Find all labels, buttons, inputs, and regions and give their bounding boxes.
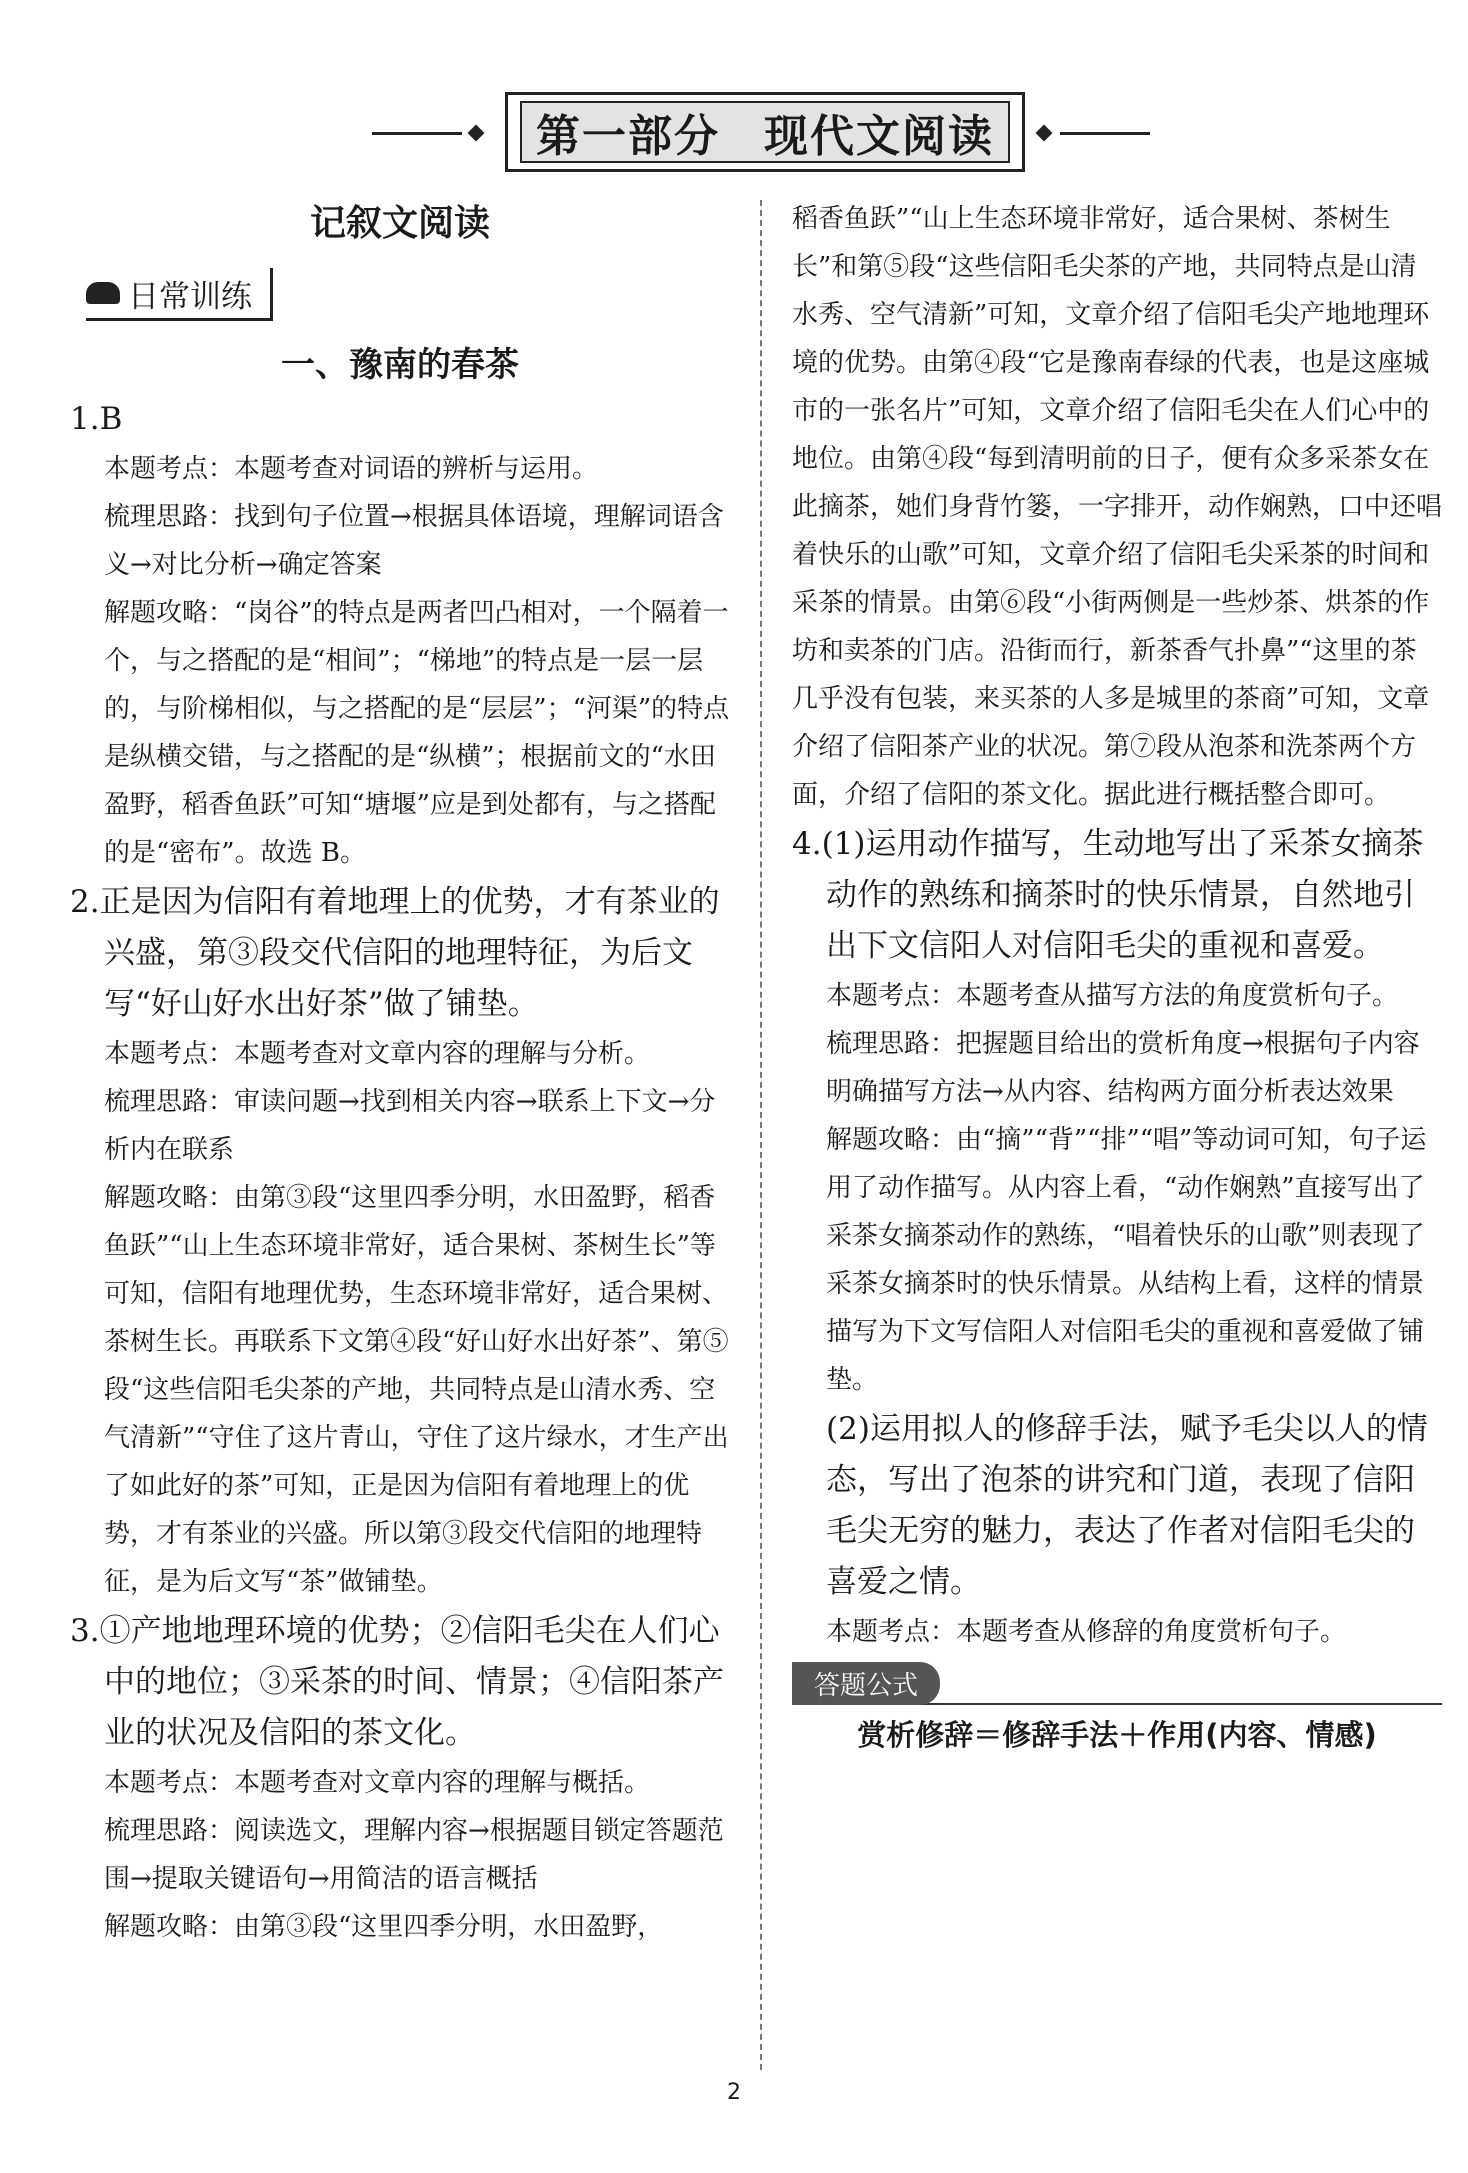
left-column bbox=[70, 195, 730, 1951]
q4-answer-1: 4.(1)运用动作描写，生动地写出了采茶女摘茶动作的熟练和摘茶时的快乐情景，自然地引出下文信阳人对信阳毛尖的重视和喜爱。 bbox=[792, 826, 1424, 964]
q4-gonglue-1: 解题攻略：由“摘”“背”“排”“唱”等动词可知，句子运用了动作描写。从内容上看，“动作娴熟”直接写出了采茶女摘茶动作的熟练，“唱着快乐的山歌”则表现了采茶女摘茶时的快乐情景。从结构上看，这样的情景描写为下文写信阳人对信阳毛尖的重视和喜爱做了铺垫。 bbox=[826, 1125, 1427, 1395]
header-title-box bbox=[505, 92, 1025, 172]
page-number: 2 bbox=[727, 2080, 741, 2105]
part-label: 第一部分 bbox=[536, 111, 720, 162]
q3-gonglue-cont: 稻香鱼跃”“山上生态环境非常好，适合果树、茶树生长”和第⑤段“这些信阳毛尖茶的产地，共同特点是山清水秀、空气清新”可知，文章介绍了信阳毛尖产地地理环境的优势。由第④段“它是豫南春绿的代表，也是这座城市的一张名片”可知，文章介绍了信阳毛尖在人们心中的地位。由第④段“每到清明前的日子，便有众多采茶女在此摘茶，她们身背竹篓，一字排开，动作娴熟，口中还唱着快乐的山歌”可知，文章介绍了信阳毛尖采茶的时间和采茶的情景。由第⑥段“小街两侧是一些炒茶、烘茶的作坊和卖茶的门店。沿街而行，新茶香气扑鼻”“这里的茶几乎没有包装，来买茶的人多是城里的茶商”可知，文章介绍了信阳茶产业的状况。第⑦段从泡茶和洗茶两个方面，介绍了信阳的茶文化。据此进行概括整合即可。 bbox=[792, 204, 1443, 810]
q1-kaodian: 本题考点：本题考查对词语的辨析与运用。 bbox=[104, 454, 599, 484]
q4-kaodian-2: 本题考点：本题考查从修辞的角度赏析句子。 bbox=[826, 1617, 1347, 1647]
q2-gonglue: 解题攻略：由第③段“这里四季分明，水田盈野，稻香鱼跃”“山上生态环境非常好，适合果树、茶树生长”等可知，信阳有地理优势，生态环境非常好，适合果树、茶树生长。再联系下文第④段“好山好水出好茶”、第⑤段“这些信阳毛尖茶的产地，共同特点是山清水秀、空气清新”“守住了这片青山，守住了这片绿水，才生产出了如此好的茶”可知，正是因为信阳有着地理上的优势，才有茶业的兴盛。所以第③段交代信阳的地理特征，是为后文写“茶”做铺垫。 bbox=[104, 1183, 729, 1597]
article-title: 一、豫南的春茶 bbox=[281, 345, 519, 385]
header-rule-left bbox=[372, 132, 462, 135]
q1-answer: 1.B bbox=[70, 401, 123, 437]
q3-answer: 3.①产地地理环境的优势；②信阳毛尖在人们心中的地位；③采茶的时间、情景；④信阳茶产业的状况及信阳的茶文化。 bbox=[70, 1613, 724, 1751]
cloud-icon bbox=[86, 282, 120, 304]
answer-formula: 赏析修辞＝修辞手法＋作用(内容、情感) bbox=[857, 1718, 1377, 1752]
daily-training-tag bbox=[86, 268, 273, 321]
q2-kaodian: 本题考点：本题考查对文章内容的理解与分析。 bbox=[104, 1039, 651, 1069]
formula-tag: 答题公式 bbox=[792, 1662, 940, 1705]
q2-silu: 梳理思路：审读问题→找到相关内容→联系上下文→分析内在联系 bbox=[104, 1087, 716, 1165]
q3-gonglue-start: 解题攻略：由第③段“这里四季分明，水田盈野， bbox=[104, 1912, 664, 1942]
diamond-icon bbox=[1036, 125, 1053, 142]
q3-silu: 梳理思路：阅读选文，理解内容→根据题目锁定答题范围→提取关键语句→用简洁的语言概括 bbox=[104, 1816, 724, 1894]
q1-silu: 梳理思路：找到句子位置→根据具体语境，理解词语含义→对比分析→确定答案 bbox=[104, 502, 724, 580]
tag-label: 日常训练 bbox=[128, 278, 252, 315]
section-title: 记叙文阅读 bbox=[309, 203, 490, 244]
part-header bbox=[0, 92, 1468, 172]
q3-kaodian: 本题考点：本题考查对文章内容的理解与概括。 bbox=[104, 1768, 651, 1798]
q1-gonglue: 解题攻略：“岗谷”的特点是两者凹凸相对，一个隔着一个，与之搭配的是“相间”；“梯地”的特点是一层一层的，与阶梯相似，与之搭配的是“层层”；“河渠”的特点是纵横交错，与之搭配的是“纵横”；根据前文的“水田盈野，稻香鱼跃”可知“塘堰”应是到处都有，与之搭配的是“密布”。故选 B。 bbox=[104, 598, 730, 868]
q2-answer: 2.正是因为信阳有着地理上的优势，才有茶业的兴盛，第③段交代信阳的地理特征，为后文写“好山好水出好茶”做了铺垫。 bbox=[70, 884, 720, 1022]
column-divider bbox=[760, 200, 762, 2070]
diamond-icon bbox=[468, 125, 485, 142]
part-title: 现代文阅读 bbox=[764, 111, 994, 162]
header-rule-right bbox=[1060, 132, 1150, 135]
q4-silu-1: 梳理思路：把握题目给出的赏析角度→根据句子内容明确描写方法→从内容、结构两方面分析表达效果 bbox=[826, 1029, 1420, 1107]
right-column bbox=[792, 195, 1442, 1754]
q4-kaodian-1: 本题考点：本题考查从描写方法的角度赏析句子。 bbox=[826, 981, 1399, 1011]
q4-answer-2: (2)运用拟人的修辞手法，赋予毛尖以人的情态，写出了泡茶的讲究和门道，表现了信阳毛尖无穷的魅力，表达了作者对信阳毛尖的喜爱之情。 bbox=[826, 1411, 1428, 1600]
